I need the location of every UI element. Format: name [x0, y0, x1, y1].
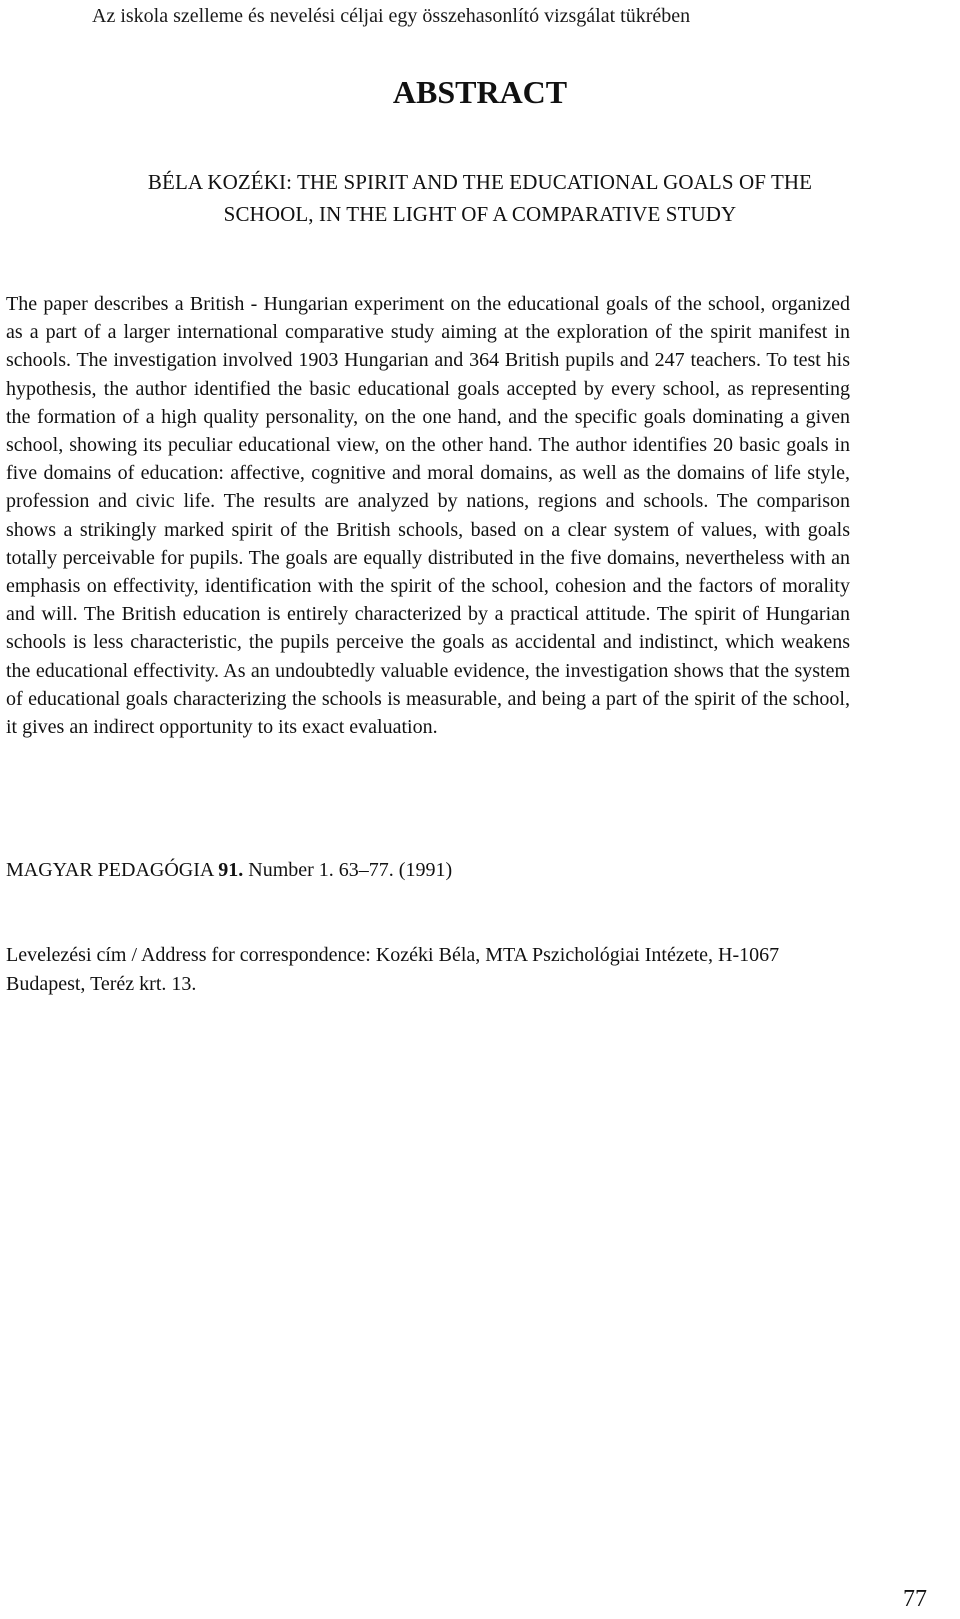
- citation-journal: MAGYAR PEDAGÓGIA: [6, 859, 214, 881]
- article-title-line-2: SCHOOL, IN THE LIGHT OF A COMPARATIVE STUDY: [223, 202, 737, 226]
- abstract-heading: ABSTRACT: [392, 74, 568, 110]
- citation-details: Number 1. 63–77. (1991): [248, 859, 453, 881]
- citation-volume: 91.: [218, 859, 244, 881]
- article-title: [0, 166, 960, 230]
- article-title-line-1: BÉLA KOZÉKI: THE SPIRIT AND THE EDUCATIONAL GOALS OF THE: [147, 170, 813, 194]
- citation: [6, 856, 452, 884]
- page-number: 77: [903, 1586, 927, 1612]
- abstract-body: The paper describes a British - Hungarian experiment on the educational goals of the school, organized as a part of a larger international comparative study aiming at the exploration of the spirit manifest in schools. The investigation involved 1903 Hungarian and 364 British pupils and 247 teachers. To test his hypothesis, the author identified the basic educational goals accepted by every school, as representing the formation of a high quality personality, on the one hand, and the specific goals dominating a given school, showing its peculiar educational view, on the other hand. The author identifies 20 basic goals in five domains of education: affective, cognitive and moral domains, as well as the domains of life style, profession and civic life. The results are analyzed by nations, regions and schools. The comparison shows a strikingly marked spirit of the British schools, based on a clear system of values, with goals totally perceivable for pupils. The goals are equally distributed in the five domains, nevertheless with an emphasis on effectivity, identification with the spirit of the school, cohesion and the factors of morality and will. The British education is entirely characterized by a practical attitude. The spirit of Hungarian schools is less characteristic, the pupils perceive the goals as accidental and indistinct, which weakens the educational effectivity. As an undoubtedly valuable evidence, the investigation shows that the system of educational goals characterizing the schools is measurable, and being a part of the spirit of the school, it gives an indirect opportunity to its exact evaluation.: [6, 293, 850, 739]
- correspondence-address: Levelezési cím / Address for correspondence: Kozéki Béla, MTA Pszichológiai Intézete, H-1067 Budapest, Teréz krt. 13.: [6, 944, 780, 995]
- running-header: Az iskola szelleme és nevelési céljai egy összehasonlító vizsgálat tükrében: [92, 5, 691, 27]
